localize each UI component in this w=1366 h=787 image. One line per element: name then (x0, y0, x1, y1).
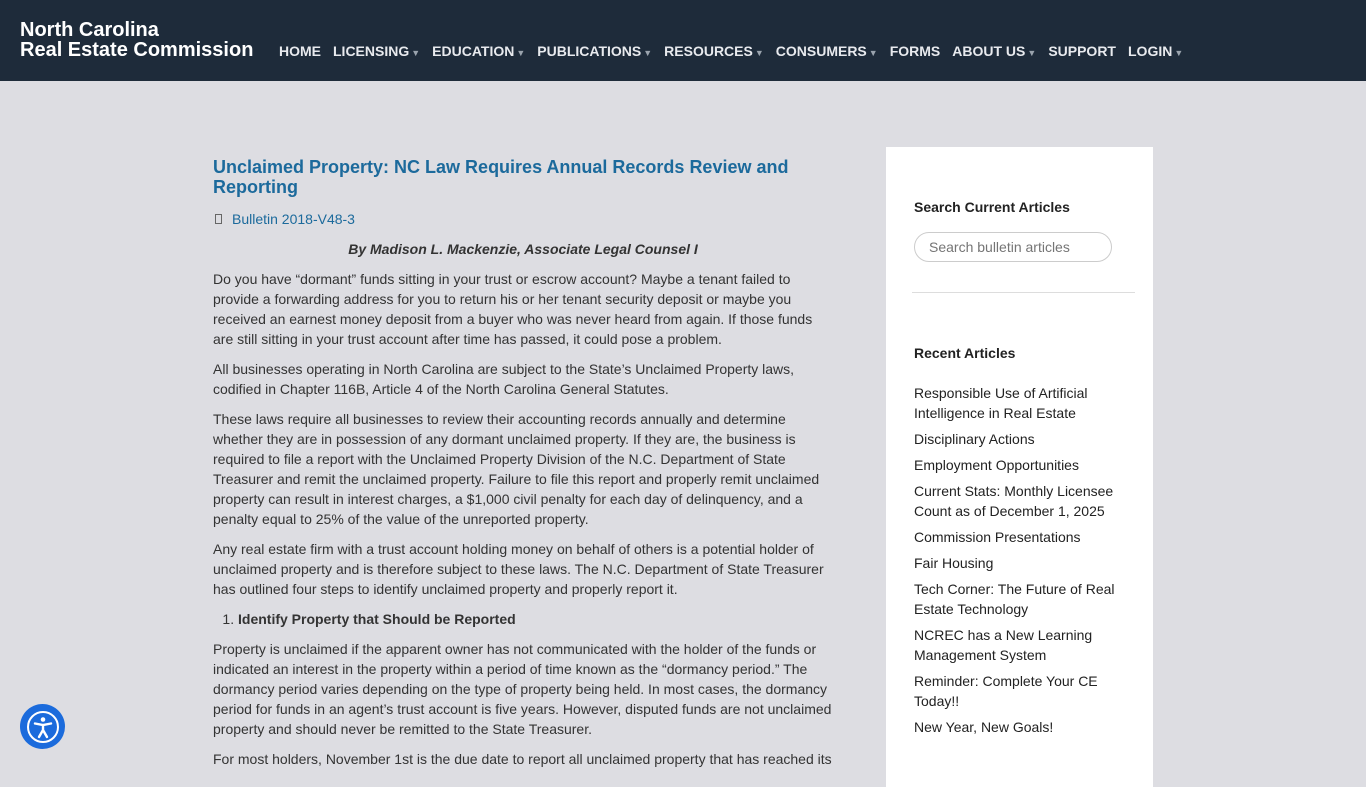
site-logo[interactable] (20, 20, 253, 60)
nav-consumers[interactable] (776, 43, 878, 59)
caret-down-icon: ▼ (1174, 48, 1184, 58)
accessibility-icon (26, 710, 60, 744)
steps-list (238, 609, 833, 629)
paragraph: Property is unclaimed if the apparent owner has not communicated with the holder of the funds or indicated an interest in the property within a period of time known as the “dormancy period.” The dormancy period varies depending on the type of property being held. In most cases, the dormancy period for funds in an agent’s trust account is five years. However, disputed funds are not unclaimed property and should never be remitted to the State Treasurer. (213, 641, 832, 737)
nav-login[interactable] (1128, 43, 1183, 59)
caret-down-icon: ▼ (754, 48, 764, 58)
nav-label: EDUCATION (432, 43, 515, 59)
site-header (0, 0, 1366, 81)
nav-licensing[interactable] (333, 43, 420, 59)
sidebar (886, 147, 1153, 787)
caret-down-icon: ▼ (868, 48, 878, 58)
bulletin-label: Bulletin 2018-V48-3 (232, 211, 355, 227)
search-heading: Search Current Articles (914, 199, 1070, 215)
recent-article-link[interactable]: Reminder: Complete Your CE Today!! (914, 673, 1098, 709)
nav-publications[interactable] (537, 43, 652, 59)
recent-article-link[interactable]: Fair Housing (914, 555, 994, 571)
paragraph: For most holders, November 1st is the due date to report all unclaimed property that has reached its (213, 751, 832, 767)
caret-down-icon: ▼ (411, 48, 421, 58)
document-icon (215, 214, 222, 224)
step-1: Identify Property that Should be Reported (238, 611, 516, 627)
nav-label: ABOUT US (952, 43, 1026, 59)
nav-label: SUPPORT (1048, 43, 1116, 59)
nav-label: HOME (279, 43, 321, 59)
nav-forms[interactable] (890, 43, 941, 59)
recent-article-link[interactable]: NCREC has a New Learning Management System (914, 627, 1093, 663)
accessibility-button[interactable] (20, 704, 65, 749)
recent-article-link[interactable]: Employment Opportunities (914, 457, 1079, 473)
search-input[interactable] (914, 232, 1112, 262)
article (213, 157, 833, 779)
nav-education[interactable] (432, 43, 525, 59)
paragraph: All businesses operating in North Carolina are subject to the State’s Unclaimed Property laws, codified in Chapter 116B, Article 4 of the North Carolina General Statutes. (213, 361, 795, 397)
nav-label: LOGIN (1128, 43, 1173, 59)
nav-home[interactable] (279, 43, 321, 59)
paragraph: These laws require all businesses to review their accounting records annually and determine whether they are in possession of any dormant unclaimed property. If they are, the business is required to file a report with the Unclaimed Property Division of the N.C. Department of State Treasurer and remit the unclaimed property. Failure to file this report and properly remit unclaimed property can result in interest charges, a $1,000 civil penalty for each day of delinquency, and a penalty equal to 25% of the value of the unreported property. (213, 411, 820, 527)
nav-label: FORMS (889, 43, 941, 59)
bulletin-link[interactable] (213, 209, 833, 229)
divider (912, 292, 1135, 293)
nav-label: PUBLICATIONS (537, 43, 642, 59)
recent-heading: Recent Articles (914, 345, 1016, 361)
recent-article-link[interactable]: Responsible Use of Artificial Intelligence in Real Estate (914, 385, 1088, 421)
nav-resources[interactable] (664, 43, 764, 59)
paragraph: Any real estate firm with a trust account holding money on behalf of others is a potential holder of unclaimed property and is therefore subject to these laws. The N.C. Department of State Treasurer has outlined four steps to identify unclaimed property and properly report it. (213, 541, 824, 597)
recent-article-link[interactable]: Commission Presentations (914, 529, 1081, 545)
caret-down-icon: ▼ (1027, 48, 1037, 58)
recent-article-link[interactable]: New Year, New Goals! (914, 719, 1054, 735)
recent-article-link[interactable]: Tech Corner: The Future of Real Estate Technology (914, 581, 1115, 617)
recent-article-link[interactable]: Current Stats: Monthly Licensee Count as of December 1, 2025 (914, 483, 1114, 519)
paragraph: Do you have “dormant” funds sitting in your trust or escrow account? Maybe a tenant failed to provide a forwarding address for you to return his or her tenant security deposit or maybe you received an earnest money deposit from a buyer who was never heard from again. If those funds are still sitting in your trust account after time has passed, it could pose a problem. (213, 271, 813, 347)
nav-label: LICENSING (333, 43, 410, 59)
byline: By Madison L. Mackenzie, Associate Legal Counsel I (348, 241, 698, 257)
nav-label: CONSUMERS (775, 43, 867, 59)
article-title[interactable]: Unclaimed Property: NC Law Requires Annual Records Review and Reporting (213, 157, 789, 197)
nav-label: RESOURCES (664, 43, 753, 59)
main-nav (279, 43, 1195, 59)
recent-article-link[interactable]: Disciplinary Actions (914, 431, 1035, 447)
caret-down-icon: ▼ (516, 48, 526, 58)
recent-articles (914, 383, 1129, 743)
nav-support[interactable] (1048, 43, 1116, 59)
logo-line1: North Carolina (20, 19, 159, 41)
nav-about-us[interactable] (952, 43, 1036, 59)
logo-line2: Real Estate Commission (20, 39, 254, 61)
caret-down-icon: ▼ (643, 48, 653, 58)
